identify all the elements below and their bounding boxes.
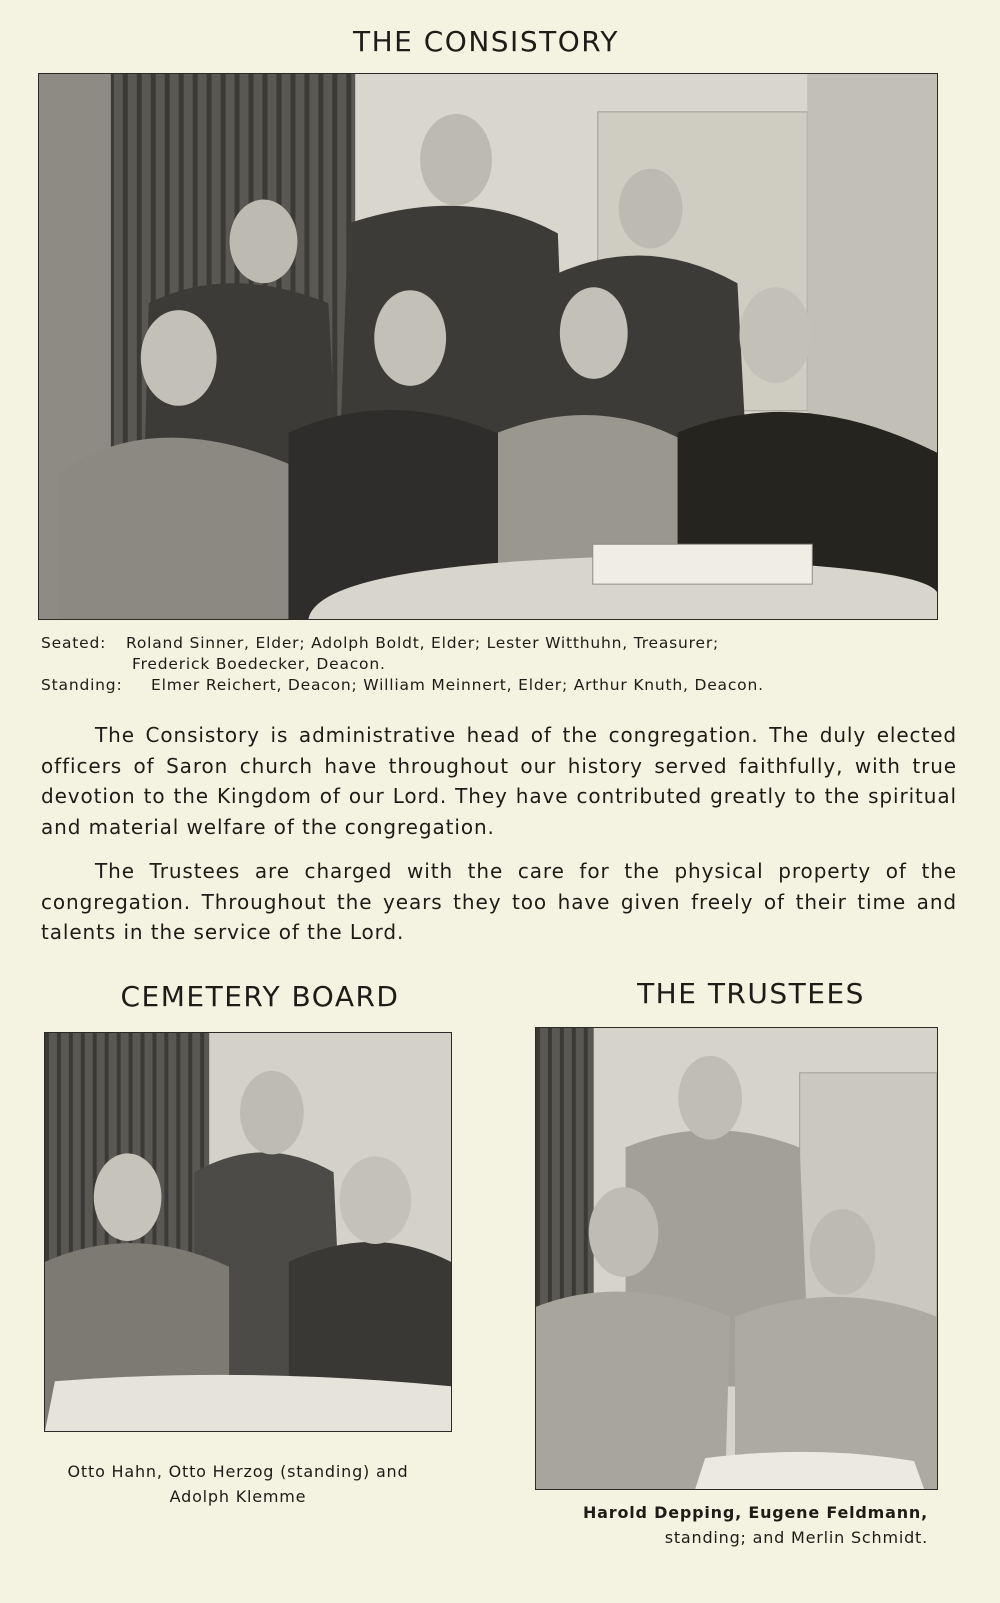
seated-label: Seated: <box>41 634 107 652</box>
cemetery-board-title: CEMETERY BOARD <box>120 980 400 1013</box>
trustees-paragraph: The Trustees are charged with the care for the physical property of the congregation. Throughout the years they too have given freely of their time and talents in the service of the Lord. <box>41 859 957 945</box>
trustees-photo <box>535 1027 938 1490</box>
seated-line-2: Frederick Boedecker, Deacon. <box>132 655 386 673</box>
consistory-photo <box>38 73 938 620</box>
standing-line: Elmer Reichert, Deacon; William Meinnert, Elder; Arthur Knuth, Deacon. <box>151 676 764 694</box>
trustees-caption-line-1: Harold Depping, Eugene Feldmann, <box>582 1503 928 1522</box>
consistory-paragraph: The Consistory is administrative head of the congregation. The duly elected officers of Saron church have throughout our history served faithfully, with true devotion to the Kingdom of our Lord. They have contributed greatly to the spiritual and material welfare of the congregation. <box>41 723 957 839</box>
cemetery-board-caption-line-2: Adolph Klemme <box>169 1487 307 1506</box>
seated-line-1: Roland Sinner, Elder; Adolph Boldt, Elder; Lester Witthuhn, Treasurer; <box>126 634 720 652</box>
cemetery-board-photo <box>44 1032 452 1432</box>
cemetery-board-caption-line-1: Otto Hahn, Otto Herzog (standing) and <box>67 1462 409 1481</box>
trustees-caption-line-2: standing; and Merlin Schmidt. <box>664 1528 928 1547</box>
standing-label: Standing: <box>41 676 123 694</box>
trustees-title: THE TRUSTEES <box>637 977 865 1010</box>
consistory-caption <box>41 633 951 697</box>
cemetery-board-caption <box>18 1459 458 1509</box>
consistory-title: THE CONSISTORY <box>353 25 619 58</box>
trustees-caption <box>548 1500 928 1550</box>
